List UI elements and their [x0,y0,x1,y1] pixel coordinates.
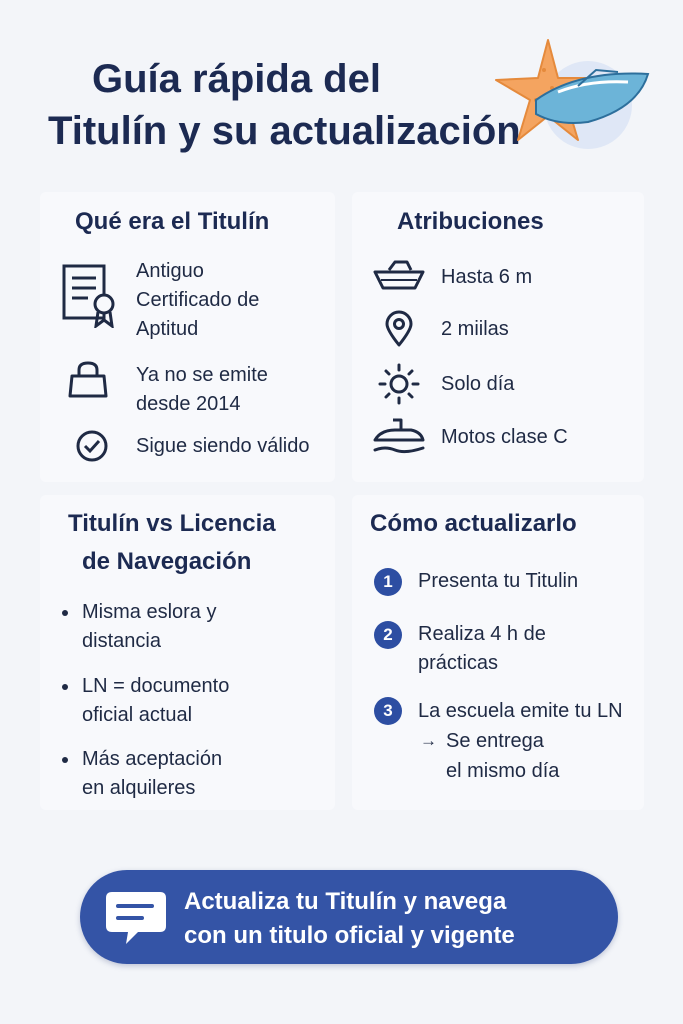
step-number-1: 1 [374,568,402,596]
step-number-3: 3 [374,697,402,725]
atribuciones-item-1: Hasta 6 m [441,266,533,288]
title-line-2: Titulín y su actualización [48,109,521,153]
que-era-item-2-line-1: Ya no se emite [136,364,268,386]
vs-heading-line-1: Titulín vs Licencia [68,510,276,537]
step-number-2: 2 [374,621,402,649]
vs-bullet-3-line-1: Más aceptación [82,748,223,770]
lock-icon [66,360,110,400]
como-heading: Cómo actualizarlo [370,510,577,537]
cta-banner[interactable] [80,870,618,964]
atribuciones-heading: Atribuciones [397,208,544,235]
vs-bullet-3-line-2: en alquileres [82,777,196,799]
sun-icon [377,362,421,406]
cta-line-1: Actualiza tu Titulín y navega [184,888,507,915]
atribuciones-item-3: Solo día [441,373,515,395]
vs-bullet-1-line-1: Misma eslora y [82,601,217,623]
jet-ski-icon [371,414,427,458]
atribuciones-item-4: Motos clase C [441,426,568,448]
check-circle-icon [74,428,110,464]
starfish-boat-illustration [478,30,658,170]
como-note-line-2: el mismo día [446,760,560,782]
vs-heading-line-2: de Navegación [82,548,252,575]
como-step-1: Presenta tu Titulin [418,570,579,592]
como-step-2-line-1: Realiza 4 h de [418,623,546,645]
bullet-dot [62,757,68,763]
location-pin-icon [384,310,414,348]
que-era-item-3: Sigue siendo válido [136,435,310,457]
que-era-item-1-line-1: Antiguo [136,260,204,282]
bullet-dot [62,610,68,616]
title-line-1: Guía rápida del [92,57,381,101]
vs-bullet-2-line-1: LN = documento [82,675,230,697]
chat-bubble-icon [104,886,168,950]
vs-bullet-1-line-2: distancia [82,630,161,652]
que-era-item-1-line-3: Aptitud [136,318,199,340]
como-step-3: La escuela emite tu LN [418,700,623,722]
como-step-2-line-2: prácticas [418,652,499,674]
que-era-heading: Qué era el Titulín [75,208,270,235]
que-era-item-1-line-2: Certificado de [136,289,260,311]
atribuciones-item-2: 2 miilas [441,318,509,340]
cta-line-2: con un titulo oficial y vigente [184,922,515,949]
boat-icon [371,258,427,294]
arrow-right-icon: → [420,731,437,750]
como-note-line-1: Se entrega [446,730,544,752]
bullet-dot [62,684,68,690]
vs-bullet-2-line-2: oficial actual [82,704,193,726]
que-era-item-2-line-2: desde 2014 [136,393,241,415]
certificate-icon [60,262,120,328]
